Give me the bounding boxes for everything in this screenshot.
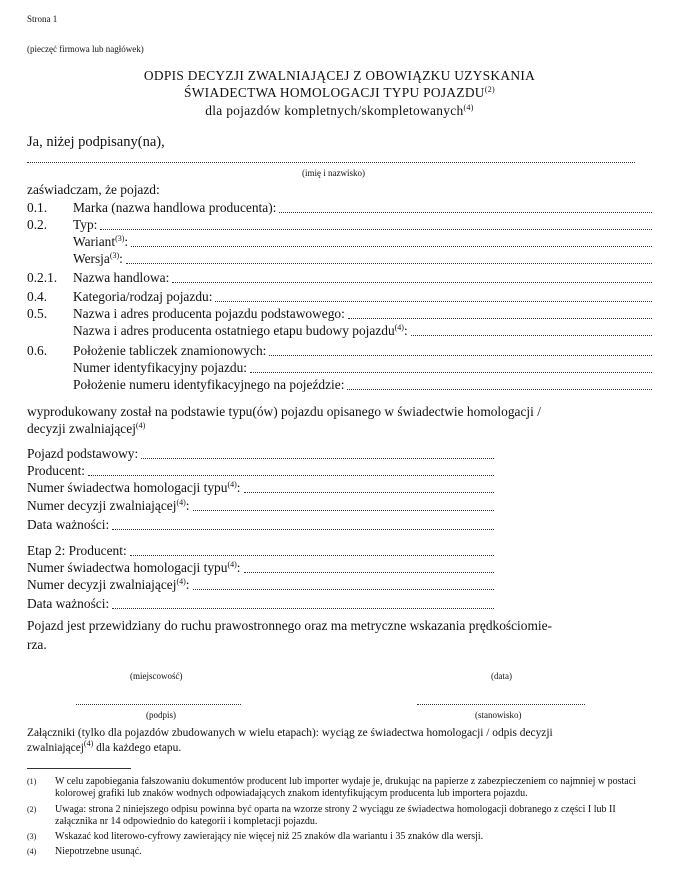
item-number: 0.5. <box>27 306 48 321</box>
fill-in-field[interactable] <box>130 555 494 556</box>
page-label: Strona 1 <box>27 14 58 24</box>
item-label <box>73 270 169 286</box>
fill-in-field[interactable] <box>279 212 652 213</box>
item-label <box>73 217 97 233</box>
item-label-text: Nazwa handlowa: <box>73 270 170 285</box>
attachments-text-end: dla każdego etapu. <box>93 742 182 754</box>
item-label-text: Kategoria/rodzaj pojazdu: <box>73 289 213 304</box>
footnote-ref: (4) <box>83 739 94 748</box>
item-label <box>73 251 123 267</box>
fill-in-field[interactable] <box>250 372 652 373</box>
item-label-text: Nazwa i adres producenta ostatniego etapu budowy pojazdu <box>73 323 395 338</box>
item-label-text: Położenie tabliczek znamionowych: <box>73 343 267 358</box>
footnote-separator <box>27 768 131 769</box>
field-label <box>27 446 138 462</box>
attachments-text: zwalniającej <box>27 742 84 754</box>
item-number: 0.1. <box>27 200 48 215</box>
field-label <box>27 517 109 533</box>
item-number: 0.2. <box>27 217 48 232</box>
fill-in-field[interactable] <box>126 263 652 264</box>
item-label-suffix: : <box>403 323 408 338</box>
item-label <box>73 343 266 359</box>
item-number: 0.4. <box>27 289 48 304</box>
field-label-text: Etap 2: Producent: <box>27 543 127 558</box>
item-label-text: Numer identyfikacyjny pojazdu: <box>73 360 248 375</box>
footnote-ref: (3) <box>109 251 120 260</box>
field-label <box>27 463 85 479</box>
field-label-text: Producent: <box>27 463 86 478</box>
document-title-line3 <box>0 103 679 118</box>
attachments-line2 <box>27 741 181 755</box>
item-label <box>73 323 408 339</box>
field-label-text: Numer decyzji zwalniającej <box>27 577 177 592</box>
footnote <box>27 776 652 800</box>
item-label-suffix: : <box>119 251 123 266</box>
field-label <box>27 577 190 593</box>
footnote-text: Wskazać kod literowo-cyfrowy zawierający nie więcej niż 25 znaków dla wariantu i 35 znaków dla wersji. <box>55 831 484 842</box>
footnote-text: Uwaga: strona 2 niniejszego odpisu powinna być oparta na wzorze strony 2 wyciągu ze świadectwa homologacji dobranego z części I lub II załącznika nr 14 odpowiednio do kategorii i kompletacji pojazdu. <box>55 804 616 827</box>
item-label-text: Wariant <box>73 234 116 249</box>
name-field[interactable] <box>27 162 635 163</box>
produced-line2-text: decyzji zwalniającej <box>27 421 136 436</box>
title-line2-text: ŚWIADECTWA HOMOLOGACJI TYPU POJAZDU <box>184 85 485 100</box>
field-label <box>27 480 241 496</box>
title-line3-text: dla pojazdów kompletnych/skompletowanych <box>205 103 464 118</box>
footnote <box>27 846 652 858</box>
item-number: 0.2.1. <box>27 270 58 285</box>
item-label-text: Nazwa i adres producenta pojazdu podstawowego: <box>73 306 345 321</box>
field-label-text: Data ważności: <box>27 517 110 532</box>
item-number: 0.6. <box>27 343 48 358</box>
field-label-suffix: : <box>236 560 241 575</box>
field-label-text: Numer decyzji zwalniającej <box>27 498 177 513</box>
field-label <box>27 596 109 612</box>
signature-field[interactable] <box>76 704 241 705</box>
intro-text: Ja, niżej podpisany(na), <box>27 134 165 150</box>
field-label-text: Data ważności: <box>27 596 110 611</box>
item-label <box>73 377 344 393</box>
fill-in-field[interactable] <box>100 229 652 230</box>
fill-in-field[interactable] <box>347 389 652 390</box>
footnote-ref: (4) <box>227 480 237 489</box>
item-label <box>73 234 128 250</box>
fill-in-field[interactable] <box>112 608 494 609</box>
fill-in-field[interactable] <box>269 355 652 356</box>
item-label-text: Wersja <box>73 251 110 266</box>
item-label <box>73 289 212 305</box>
footnote-mark: (3) <box>27 832 37 841</box>
item-label-text: Typ: <box>73 217 98 232</box>
footnote-ref: (4) <box>227 560 237 569</box>
field-label-suffix: : <box>185 498 190 513</box>
item-label <box>73 360 247 376</box>
signature-caption: (podpis) <box>146 710 176 720</box>
field-label-suffix: : <box>185 577 190 592</box>
footnote-ref: (4) <box>463 103 474 112</box>
item-label-text: Marka (nazwa handlowa producenta): <box>73 200 277 215</box>
certify-text: zaświadczam, że pojazd: <box>27 182 160 197</box>
item-label-suffix: : <box>124 234 129 249</box>
field-label-suffix: : <box>236 480 241 495</box>
position-field[interactable] <box>417 704 585 705</box>
fill-in-field[interactable] <box>348 318 652 319</box>
field-label <box>27 560 241 576</box>
fill-in-field[interactable] <box>88 475 494 476</box>
fill-in-field[interactable] <box>141 458 494 459</box>
attachments-line1: Załączniki (tylko dla pojazdów zbudowanych w wielu etapach): wyciąg ze świadectwa homologacji / odpis decyzji <box>27 727 553 739</box>
field-label-text: Numer świadectwa homologacji typu <box>27 560 228 575</box>
footnote-mark: (1) <box>27 777 37 786</box>
date-caption: (data) <box>491 671 512 681</box>
position-caption: (stanowisko) <box>475 710 522 720</box>
item-label <box>73 200 276 216</box>
traffic-line1: Pojazd jest przewidziany do ruchu prawostronnego oraz ma metryczne wskazania prędkościomie- <box>27 618 553 633</box>
footnote-ref: (4) <box>176 498 186 507</box>
footnote-ref: (4) <box>176 577 186 586</box>
fill-in-field[interactable] <box>244 492 495 493</box>
produced-line1: wyprodukowany został na podstawie typu(ów) pojazdu opisanego w świadectwie homologacji / <box>27 404 541 419</box>
footnote <box>27 831 652 843</box>
document-title-line1: ODPIS DECYZJI ZWALNIAJĄCEJ Z OBOWIĄZKU UZYSKANIA <box>143 68 536 83</box>
footnote-mark: (4) <box>27 847 37 856</box>
footnote-ref: (4) <box>394 323 404 332</box>
fill-in-field[interactable] <box>215 301 652 302</box>
place-caption: (miejscowość) <box>130 671 183 681</box>
footnote-mark: (2) <box>27 805 37 814</box>
stamp-note: (pieczęć firmowa lub nagłówek) <box>27 44 144 54</box>
item-label <box>73 306 345 322</box>
document-title-line2 <box>0 85 679 100</box>
footnote-ref: (2) <box>484 85 495 94</box>
fill-in-field[interactable] <box>172 282 652 283</box>
fill-in-field[interactable] <box>193 510 494 511</box>
fill-in-field[interactable] <box>244 572 495 573</box>
fill-in-field[interactable] <box>112 529 494 530</box>
field-label-text: Numer świadectwa homologacji typu <box>27 480 228 495</box>
footnote-text: W celu zapobiegania fałszowaniu dokumentów producent lub importer wydaje je, drukując na papierze z zabezpieczeniem co najmniej w postaci kolorowej grafiki lub znaków wodnych odpowiadających znakom identyfikującym producenta lub importera pojazdu. <box>55 776 636 799</box>
field-label <box>27 543 127 559</box>
footnote-ref: (3) <box>115 234 125 243</box>
item-label-text: Położenie numeru identyfikacyjnego na pojeździe: <box>73 377 345 392</box>
footnote-text: Niepotrzebne usunąć. <box>55 846 142 857</box>
produced-line2 <box>27 421 145 437</box>
footnote-ref: (4) <box>135 421 146 430</box>
traffic-line2: rza. <box>27 637 47 652</box>
fill-in-field[interactable] <box>411 335 652 336</box>
name-caption: (imię i nazwisko) <box>302 168 365 178</box>
field-label-text: Pojazd podstawowy: <box>27 446 139 461</box>
fill-in-field[interactable] <box>193 589 494 590</box>
fill-in-field[interactable] <box>131 246 652 247</box>
footnote <box>27 804 652 828</box>
field-label <box>27 498 190 514</box>
